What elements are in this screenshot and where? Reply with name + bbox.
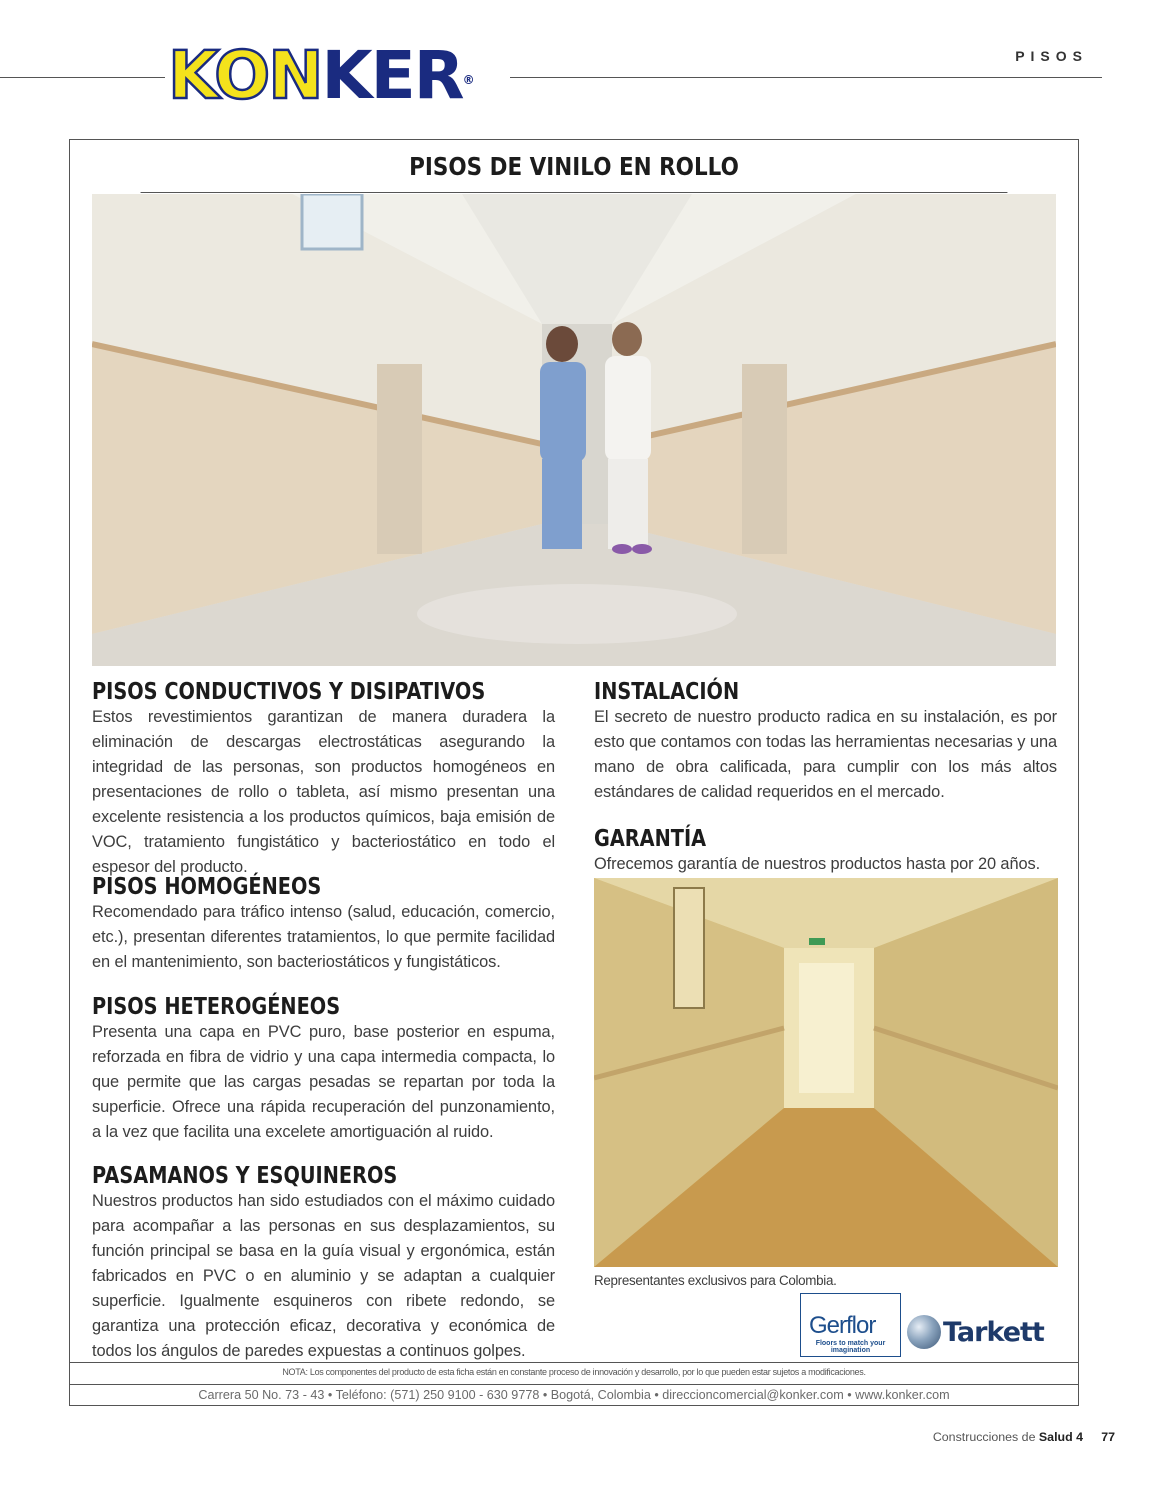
konker-logo <box>168 37 473 114</box>
heading-homogeneos: PISOS HOMOGÉNEOS <box>92 874 322 900</box>
body-heterogeneos: Presenta una capa en PVC puro, base posterior en espuma, reforzada en fibra de vidrio y una capa intermedia compacta, lo que permite que las cargas pesadas se repartan por toda la superficie. Ofrece una rápida recuperación del punzonamiento, a la vez que facilita una excelete amortiguación al ruido. <box>92 1023 555 1141</box>
heading-instalacion: INSTALACIÓN <box>594 679 740 705</box>
page-title: PISOS DE VINILO EN ROLLO <box>141 140 1008 193</box>
section-tag: PISOS <box>1015 48 1088 64</box>
logo-part-kon: KON <box>168 37 322 114</box>
photo-caption: Representantes exclusivos para Colombia. <box>594 1273 837 1288</box>
body-homogeneos: Recomendado para tráfico intenso (salud, educación, comercio, etc.), presentan diferentes tratamientos, lo que permite facilidad en el mantenimiento, son bacteriostáticos y fungistáticos. <box>92 903 555 971</box>
page-number: 77 <box>1101 1430 1115 1444</box>
body-conductivos: Estos revestimientos garantizan de manera duradera la eliminación de descargas electrostáticas asegurando la integridad de las personas, son productos homogéneos en presentaciones de rollo o tableta, así mismo presentan una excelente resistencia a los productos químicos, baja emisión de VOC, tratamiento fungistático y bacteriostático en todo el espesor del producto. <box>92 708 555 876</box>
hospital-corridor-photo <box>92 194 1056 666</box>
gerflor-name: Gerflor <box>809 1312 876 1339</box>
publication-title: Salud 4 <box>1038 1430 1083 1444</box>
address-divider <box>69 1384 1079 1385</box>
section-instalacion <box>594 679 1057 805</box>
section-garantia <box>594 826 1057 877</box>
heading-garantia: GARANTÍA <box>594 826 707 852</box>
hallway-photo <box>594 878 1058 1267</box>
publication-prefix: Construcciones de <box>932 1430 1036 1444</box>
globe-icon <box>907 1315 941 1349</box>
heading-heterogeneos: PISOS HETEROGÉNEOS <box>92 994 341 1020</box>
gerflor-tagline: Floors to match your imagination <box>815 1340 886 1354</box>
note-divider <box>69 1362 1079 1363</box>
section-homogeneos <box>92 874 555 975</box>
logo-part-ker: KER <box>321 37 463 114</box>
registered-mark: ® <box>462 73 473 87</box>
tarkett-logo <box>907 1315 1044 1349</box>
header-rule-right <box>510 77 1102 78</box>
section-conductivos <box>92 679 555 880</box>
body-pasamanos: Nuestros productos han sido estudiados con el máximo cuidado para acompañar a las personas en sus desplazamientos, su función principal se basa en la guía visual y ergonómica, están fabricados en PVC o en aluminio y se adaptan a cualquier superficie. Igualmente esquineros con ribete redondo, se garantiza una protección eficaz, decorativa y económica de todos los ángulos de paredes expuestas a continuos golpes. <box>92 1192 555 1360</box>
section-pasamanos <box>92 1163 555 1364</box>
body-garantia: Ofrecemos garantía de nuestros productos hasta por 20 años. <box>594 855 1041 873</box>
heading-conductivos: PISOS CONDUCTIVOS Y DISIPATIVOS <box>92 679 486 705</box>
disclaimer-note: NOTA: Los componentes del producto de esta ficha están en constante proceso de innovación y desarrollo, por lo que pueden estar sujetos a modificaciones. <box>282 1367 866 1377</box>
heading-pasamanos: PASAMANOS Y ESQUINEROS <box>92 1163 398 1189</box>
gerflor-logo <box>800 1293 901 1357</box>
publication-name <box>933 1430 1083 1444</box>
body-instalacion: El secreto de nuestro producto radica en su instalación, es por esto que contamos con todas las herramientas necesarias y una mano de obra calificada, para cumplir con los más altos estándares de calidad requeridos en el mercado. <box>594 708 1057 801</box>
contact-address: Carrera 50 No. 73 - 43 • Teléfono: (571) 250 9100 - 630 9778 • Bogotá, Colombia • direccioncomercial@konker.com • www.konker.com <box>198 1388 950 1402</box>
section-heterogeneos <box>92 994 555 1145</box>
header-rule-left <box>0 77 165 78</box>
tarkett-name: Tarkett <box>943 1316 1044 1348</box>
